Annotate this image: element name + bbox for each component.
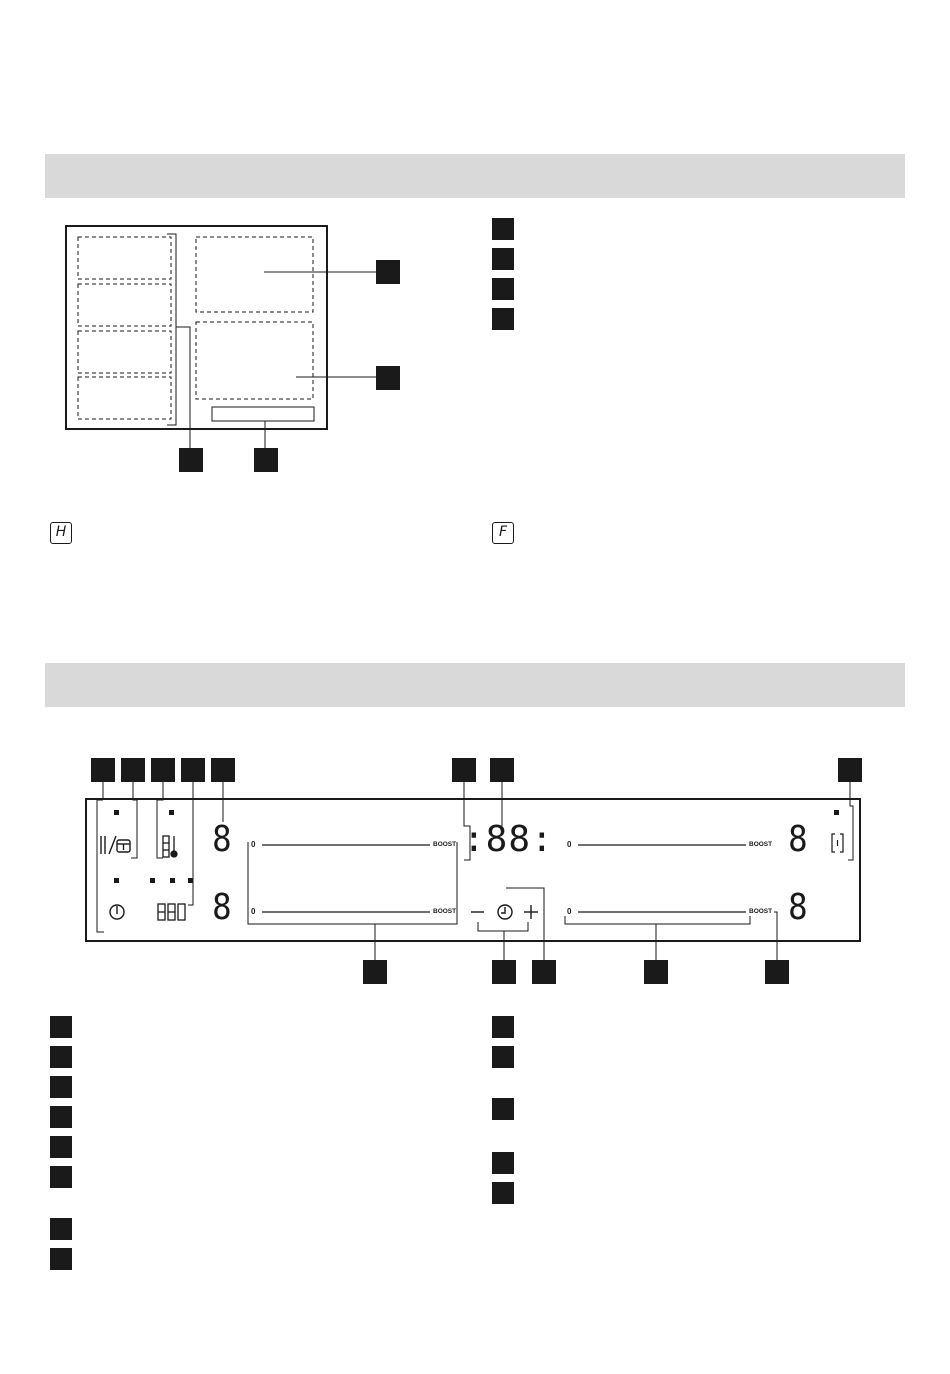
legend-badge: [50, 1136, 72, 1158]
callout-badge: [644, 960, 668, 984]
residual-heat-h-icon: H: [50, 522, 72, 544]
callout-badge: [452, 758, 476, 782]
zone-digit-display: 8: [212, 819, 232, 860]
callout-badge: [211, 758, 235, 782]
f-indicator-icon: F: [492, 522, 514, 544]
callout-badge: [151, 758, 175, 782]
legend-badge: [50, 1106, 72, 1128]
timer-clock-icon: [498, 905, 512, 919]
pause-lock-icon: [101, 836, 130, 854]
legend-badge: [492, 1182, 514, 1204]
slider-zero-label: 0: [251, 907, 256, 916]
callout-badge: [532, 960, 556, 984]
legend-badge: [50, 1248, 72, 1270]
callout-badge: [181, 758, 205, 782]
callout-badge: [363, 960, 387, 984]
callout-badge: [838, 758, 862, 782]
hob2hood-icon: [832, 834, 843, 852]
slider-boost-label: BOOST: [433, 908, 457, 915]
zone-digit-display: 8: [212, 887, 232, 928]
zone-digit-display: 8: [788, 887, 808, 928]
callout-badge: [490, 758, 514, 782]
legend-badge: [492, 1152, 514, 1174]
legend-badge: [50, 1046, 72, 1068]
timer-display: :88:: [463, 819, 554, 860]
callout-badge: [492, 960, 516, 984]
legend-badge: [492, 1016, 514, 1038]
legend-badge: [50, 1076, 72, 1098]
slider-zero-label: 0: [567, 840, 572, 849]
callout-badge: [91, 758, 115, 782]
thermometer-icon: [163, 836, 177, 857]
slider-boost-label: BOOST: [433, 841, 457, 848]
slider-zero-label: 0: [567, 907, 572, 916]
bridge-icon: [158, 904, 185, 920]
legend-badge: [492, 1046, 514, 1068]
slider-zero-label: 0: [251, 840, 256, 849]
callout-badge: [121, 758, 145, 782]
slider-boost-label: BOOST: [749, 841, 773, 848]
legend-badge: [492, 1098, 514, 1120]
legend-badge: [50, 1218, 72, 1240]
slider-boost-label: BOOST: [749, 908, 773, 915]
callout-badge: [765, 960, 789, 984]
zone-digit-display: 8: [788, 819, 808, 860]
legend-badge: [50, 1166, 72, 1188]
legend-badge: [50, 1016, 72, 1038]
power-icon: [110, 905, 124, 919]
